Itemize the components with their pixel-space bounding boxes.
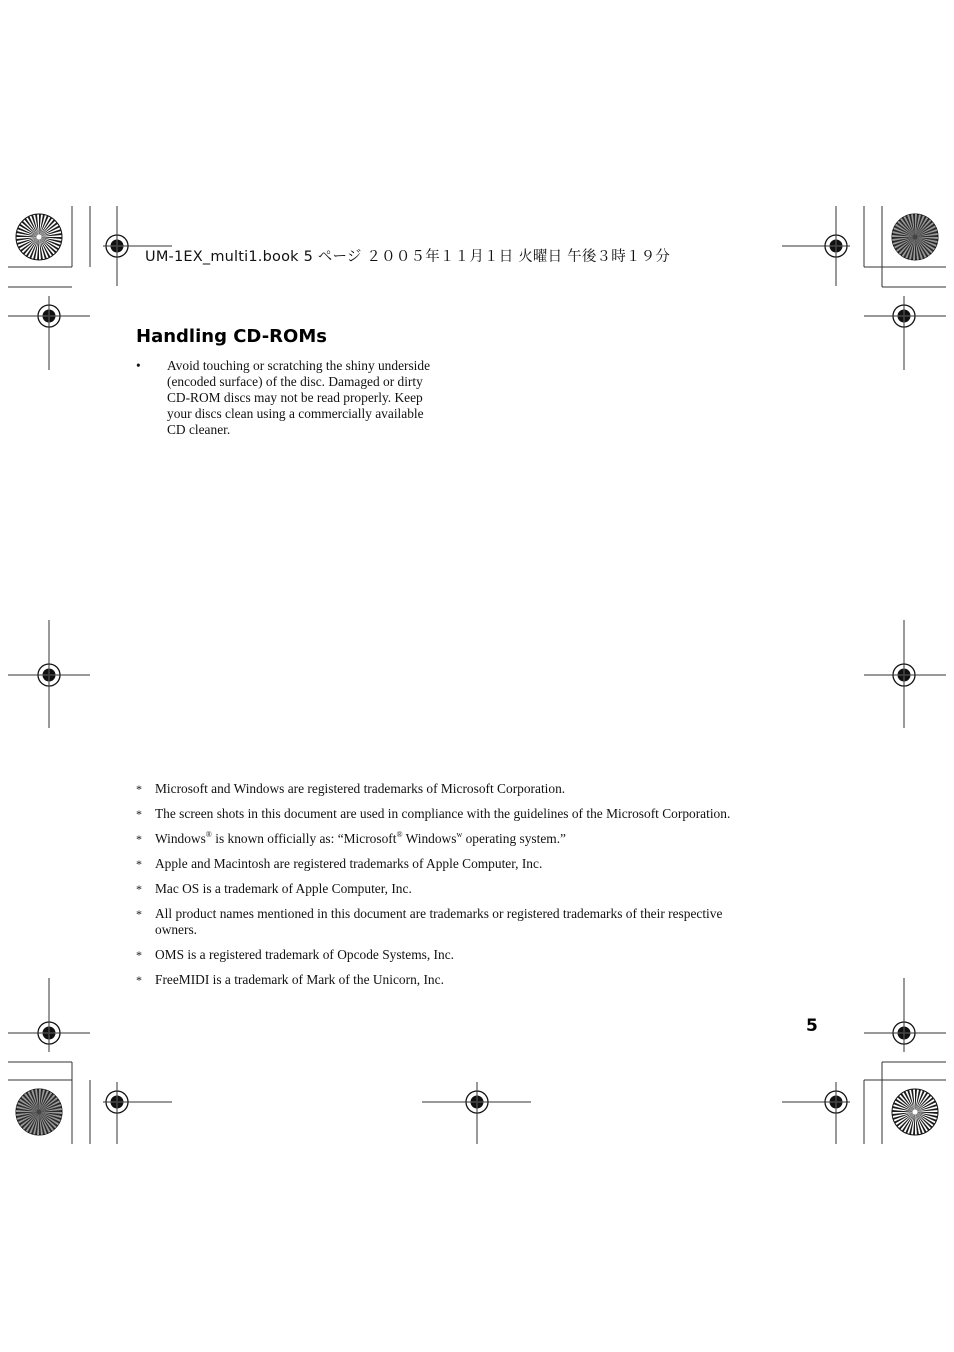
- note-item: [136, 806, 806, 822]
- note-part: Windows: [155, 831, 206, 846]
- bullet-line: CD-ROM discs may not be read properly. Keep: [167, 390, 423, 405]
- note-line: owners.: [155, 922, 198, 937]
- bullet-line: Avoid touching or scratching the shiny underside: [167, 358, 431, 373]
- note-text: OMS is a registered trademark of Opcode Systems, Inc.: [155, 947, 454, 962]
- note-text: FreeMIDI is a trademark of Mark of the Unicorn, Inc.: [155, 972, 444, 987]
- note-text: Mac OS is a trademark of Apple Computer, Inc.: [155, 881, 412, 896]
- registered-mark: ®: [396, 829, 403, 839]
- print-slug-header: UM-1EX_multi1.book 5 ページ ２００５年１１月１日 火曜日 午後３時１９分: [145, 249, 671, 265]
- note-item: [136, 947, 806, 963]
- asterisk-icon: *: [136, 948, 142, 962]
- page-number: 5: [806, 1016, 818, 1036]
- note-part: is known officially as: “Microsoft: [211, 831, 397, 846]
- asterisk-icon: *: [136, 807, 142, 821]
- note-text: [155, 831, 566, 846]
- note-line: All product names mentioned in this document are trademarks or registered trademarks of their respective: [155, 906, 723, 921]
- bullet-line: CD cleaner.: [167, 422, 231, 437]
- asterisk-icon: *: [136, 857, 142, 871]
- bullet-line: your discs clean using a commercially available: [167, 406, 424, 421]
- section-title: Handling CD-ROMs: [136, 326, 327, 347]
- note-item: [136, 856, 806, 872]
- registered-mark: ®: [205, 829, 212, 839]
- asterisk-icon: *: [136, 782, 142, 796]
- note-item: [136, 906, 806, 938]
- note-item: [136, 881, 806, 897]
- asterisk-icon: *: [136, 907, 142, 921]
- note-text: Microsoft and Windows are registered trademarks of Microsoft Corporation.: [155, 781, 566, 796]
- bullet-text: [167, 358, 467, 438]
- trademark-notes: [136, 781, 806, 988]
- starburst-target-icon: [16, 214, 62, 260]
- note-text: Apple and Macintosh are registered trademarks of Apple Computer, Inc.: [155, 856, 543, 871]
- superscript-w: w: [456, 829, 463, 839]
- note-text: The screen shots in this document are used in compliance with the guidelines of the Microsoft Corporation.: [155, 806, 731, 821]
- asterisk-icon: *: [136, 832, 142, 846]
- note-item: [136, 831, 806, 847]
- note-item: [136, 781, 806, 797]
- starburst-target-icon: [16, 1089, 62, 1135]
- note-part: Windows: [402, 831, 457, 846]
- asterisk-icon: *: [136, 973, 142, 987]
- asterisk-icon: *: [136, 882, 142, 896]
- note-part: operating system.”: [462, 831, 566, 846]
- starburst-target-icon: [892, 214, 938, 260]
- starburst-target-icon: [892, 1089, 938, 1135]
- bullet-line: (encoded surface) of the disc. Damaged or dirty: [167, 374, 423, 389]
- bullet-icon: •: [136, 358, 141, 373]
- note-item: [136, 972, 806, 988]
